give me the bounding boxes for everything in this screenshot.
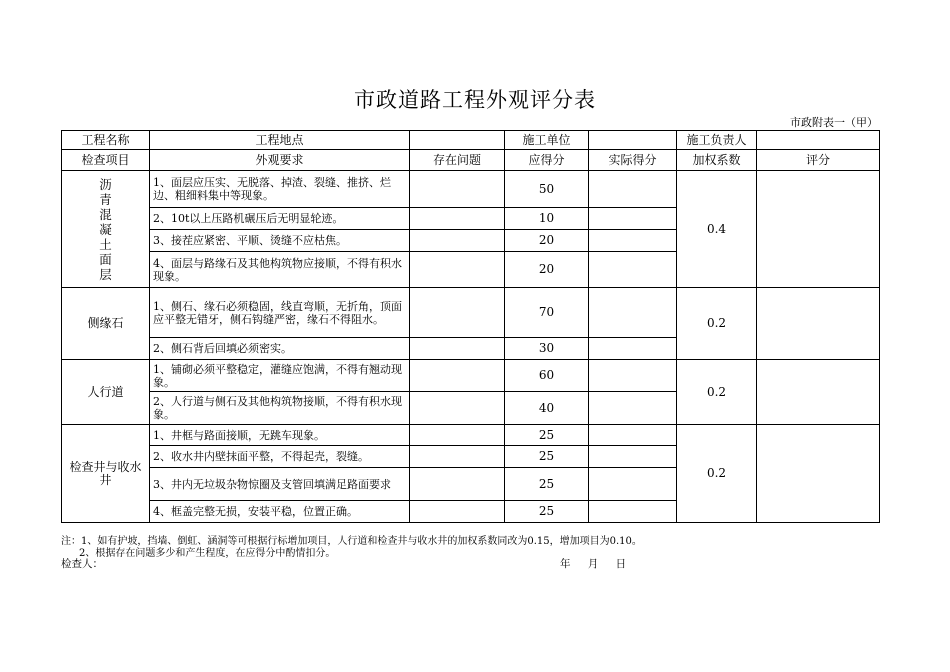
problems-cell[interactable] [410, 208, 505, 230]
problems-cell[interactable] [410, 360, 505, 392]
col-problems: 存在问题 [410, 150, 505, 171]
note-1: 注：1、如有护坡，挡墙、倒虹、涵洞等可根据行标增加项目，人行道和检查井与收水井的加权系数同改为0.15，增加项目为0.10。 [61, 536, 642, 547]
col-score-actual: 实际得分 [589, 150, 677, 171]
score-due: 30 [505, 338, 589, 360]
note-2: 2、根据存在问题多少和产生程度，在应得分中酌情扣分。 [79, 548, 336, 559]
requirement-text: 2、侧石背后回填必须密实。 [150, 338, 410, 360]
rating-cell[interactable] [757, 171, 880, 288]
section-name: 人行道 [62, 360, 150, 425]
problems-cell[interactable] [410, 446, 505, 468]
col-rating: 评分 [757, 150, 880, 171]
score-due: 40 [505, 392, 589, 425]
score-actual-cell[interactable] [589, 208, 677, 230]
score-actual-cell[interactable] [589, 230, 677, 252]
score-due: 50 [505, 171, 589, 208]
weight-value: 0.2 [677, 288, 757, 360]
weight-value: 0.2 [677, 360, 757, 425]
form-number: 市政附表一（甲） [790, 116, 878, 129]
score-due: 10 [505, 208, 589, 230]
score-actual-cell[interactable] [589, 392, 677, 425]
score-actual-cell[interactable] [589, 425, 677, 446]
info-row [62, 131, 880, 150]
problems-cell[interactable] [410, 392, 505, 425]
score-due: 25 [505, 446, 589, 468]
project-location-label: 工程地点 [150, 131, 410, 150]
contractor-label: 施工单位 [505, 131, 589, 150]
problems-cell[interactable] [410, 468, 505, 501]
problems-cell[interactable] [410, 230, 505, 252]
requirement-text: 2、收水井内壁抹面平整，不得起壳，裂缝。 [150, 446, 410, 468]
col-weight: 加权系数 [677, 150, 757, 171]
score-actual-cell[interactable] [589, 338, 677, 360]
date-label: 年 月 日 [560, 558, 627, 570]
weight-value: 0.2 [677, 425, 757, 523]
table-row [62, 288, 880, 338]
score-actual-cell[interactable] [589, 501, 677, 523]
score-actual-cell[interactable] [589, 446, 677, 468]
page-title: 市政道路工程外观评分表 [354, 88, 596, 112]
score-due: 25 [505, 501, 589, 523]
table-row [62, 425, 880, 446]
score-due: 20 [505, 230, 589, 252]
score-table [61, 130, 880, 523]
manager-label: 施工负责人 [677, 131, 757, 150]
requirement-text: 3、接茬应紧密、平顺、烫缝不应枯焦。 [150, 230, 410, 252]
requirement-text: 4、框盖完整无损，安装平稳，位置正确。 [150, 501, 410, 523]
score-due: 25 [505, 468, 589, 501]
project-location-value[interactable] [410, 131, 505, 150]
contractor-value[interactable] [589, 131, 677, 150]
section-name: 检查井与收水井 [62, 425, 150, 523]
column-header-row [62, 150, 880, 171]
problems-cell[interactable] [410, 171, 505, 208]
manager-value[interactable] [757, 131, 880, 150]
score-actual-cell[interactable] [589, 171, 677, 208]
rating-cell[interactable] [757, 288, 880, 360]
requirement-text: 1、侧石、缘石必须稳固，线直弯顺，无折角，顶面应平整无错牙，侧石钩缝严密，缘石不得阻水。 [150, 288, 410, 338]
requirement-text: 1、面层应压实、无脱落、掉渣、裂缝、推挤、烂边、粗细料集中等现象。 [150, 171, 410, 208]
score-actual-cell[interactable] [589, 468, 677, 501]
section-name: 侧缘石 [62, 288, 150, 360]
score-actual-cell[interactable] [589, 252, 677, 288]
problems-cell[interactable] [410, 252, 505, 288]
score-due: 60 [505, 360, 589, 392]
table-row [62, 171, 880, 208]
requirement-text: 3、井内无垃圾杂物惊圈及支管回填满足路面要求 [150, 468, 410, 501]
problems-cell[interactable] [410, 425, 505, 446]
rating-cell[interactable] [757, 360, 880, 425]
score-actual-cell[interactable] [589, 360, 677, 392]
requirement-text: 2、人行道与侧石及其他构筑物接顺，不得有积水现象。 [150, 392, 410, 425]
col-item: 检查项目 [62, 150, 150, 171]
notes [61, 536, 901, 560]
section-name: 沥青混凝土面层 [62, 171, 150, 288]
rating-cell[interactable] [757, 425, 880, 523]
problems-cell[interactable] [410, 288, 505, 338]
score-due: 25 [505, 425, 589, 446]
col-requirement: 外观要求 [150, 150, 410, 171]
score-actual-cell[interactable] [589, 288, 677, 338]
requirement-text: 2、10t以上压路机碾压后无明显轮迹。 [150, 208, 410, 230]
inspector-label: 检查人： [61, 558, 103, 570]
problems-cell[interactable] [410, 338, 505, 360]
requirement-text: 1、铺砌必须平整稳定，灌缝应饱满，不得有翘动现象。 [150, 360, 410, 392]
requirement-text: 4、面层与路缘石及其他构筑物应接顺，不得有积水现象。 [150, 252, 410, 288]
score-due: 20 [505, 252, 589, 288]
col-score-due: 应得分 [505, 150, 589, 171]
weight-value: 0.4 [677, 171, 757, 288]
score-due: 70 [505, 288, 589, 338]
project-name-label: 工程名称 [62, 131, 150, 150]
table-row [62, 360, 880, 392]
problems-cell[interactable] [410, 501, 505, 523]
requirement-text: 1、井框与路面接顺，无跳车现象。 [150, 425, 410, 446]
